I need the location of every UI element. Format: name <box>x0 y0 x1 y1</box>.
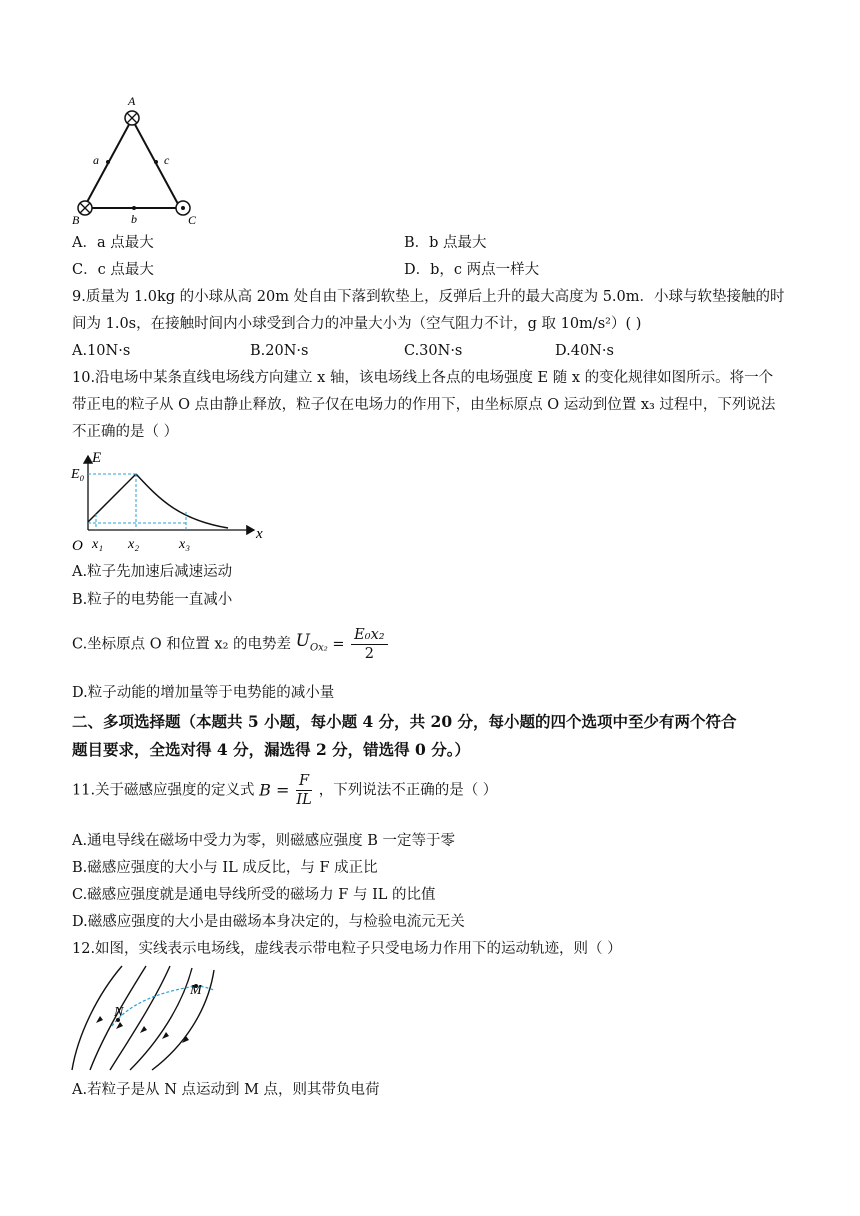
label-A: A <box>128 94 136 108</box>
q10-option-c-text: C.坐标原点 O 和位置 x₂ 的电势差 <box>72 636 291 653</box>
q10-option-b: B.粒子的电势能一直减小 <box>72 592 233 608</box>
triangle-figure <box>70 92 210 227</box>
graph-label-x2: x₂ <box>128 537 140 552</box>
q8-option-a: A．a 点最大 <box>72 235 154 251</box>
q10-stem-line1: 10.沿电场中某条直线电场线方向建立 x 轴，该电场线上各点的电场强度 E 随 x 的变化规律如图所示。将一个 <box>72 370 774 386</box>
label-C: C <box>188 213 197 227</box>
graph-label-O: O <box>72 538 83 554</box>
q9-option-b: B.20N·s <box>250 343 309 359</box>
q8-option-d: D．b，c 两点一样大 <box>404 262 540 278</box>
q9-stem-line2: 间为 1.0s，在接触时间内小球受到合力的冲量大小为（空气阻力不计，g 取 10m/s²）( ) <box>72 316 642 332</box>
q10-option-c-numerator: E₀x₂ <box>351 626 387 645</box>
q10-stem-line3: 不正确的是（ ） <box>72 424 179 440</box>
graph-label-E: E <box>92 450 102 466</box>
section2-heading-line1: 二、多项选择题（本题共 5 小题，每小题 4 分，共 20 分，每小题的四个选项中至少有两个符合 <box>72 712 737 731</box>
q12-stem: 12.如图，实线表示电场线，虚线表示带电粒子只受电场力作用下的运动轨迹，则（ ） <box>72 941 622 957</box>
q8-option-c: C．c 点最大 <box>72 262 154 278</box>
label-c: c <box>164 153 170 167</box>
q11-option-d: D.磁感应强度的大小是由磁场本身决定的，与检验电流元无关 <box>72 914 465 930</box>
q11-option-a: A.通电导线在磁场中受力为零，则磁感应强度 B 一定等于零 <box>72 833 455 849</box>
label-a: a <box>93 153 99 167</box>
q11-formula-lhs: B = <box>259 780 290 800</box>
q10-option-c-denominator: 2 <box>364 646 374 662</box>
q10-option-c-lhs: $U_{Ox_2}$ <box>295 630 328 654</box>
q11-stem <box>72 772 497 816</box>
graph-label-x3: x₃ <box>179 537 191 552</box>
q9-option-c: C.30N·s <box>404 343 463 359</box>
graph-label-x1: x₁ <box>92 537 104 552</box>
q12-option-a: A.若粒子是从 N 点运动到 M 点，则其带负电荷 <box>72 1082 380 1098</box>
graph-label-E0: E₀ <box>71 467 85 482</box>
q8-option-b: B．b 点最大 <box>404 235 487 251</box>
q10-option-c-sub: Ox₂ <box>309 642 328 654</box>
q9-stem-line1: 9.质量为 1.0kg 的小球从高 20m 处自由下落到软垫上，反弹后上升的最大高度为 5.0m．小球与软垫接触的时 <box>72 289 785 305</box>
label-N: N <box>114 1005 124 1020</box>
label-B: B <box>72 213 80 227</box>
q10-option-d: D.粒子动能的增加量等于电势能的减小量 <box>72 685 335 701</box>
q9-option-a: A.10N·s <box>72 343 131 359</box>
q11-option-b: B.磁感应强度的大小与 IL 成反比，与 F 成正比 <box>72 860 378 876</box>
q10-option-c-fraction <box>351 626 387 663</box>
q10-option-a: A.粒子先加速后减速运动 <box>72 564 233 580</box>
q10-option-c-eq: = <box>332 636 345 653</box>
field-lines-figure <box>68 964 228 1074</box>
q11-stem-prefix: 11.关于磁感应强度的定义式 <box>72 782 255 799</box>
label-M: M <box>190 983 202 998</box>
q11-option-c: C.磁感应强度就是通电导线所受的磁场力 F 与 IL 的比值 <box>72 887 436 903</box>
q11-formula-denominator: IL <box>296 792 312 808</box>
q11-formula-fraction <box>296 772 312 809</box>
section2-heading-line2: 题目要求，全选对得 4 分，漏选得 2 分，错选得 0 分。） <box>72 740 470 759</box>
q9-option-d: D.40N·s <box>555 343 614 359</box>
q11-stem-suffix: ，下列说法不正确的是（ ） <box>318 782 498 799</box>
q10-option-c <box>72 626 390 670</box>
e-x-graph <box>70 448 270 556</box>
graph-label-x: x <box>256 526 263 542</box>
q10-stem-line2: 带正电的粒子从 O 点由静止释放，粒子仅在电场力的作用下，由坐标原点 O 运动到位置 x₃ 过程中，下列说法 <box>72 397 776 413</box>
q11-formula-numerator: F <box>296 772 312 791</box>
label-b: b <box>131 212 137 226</box>
